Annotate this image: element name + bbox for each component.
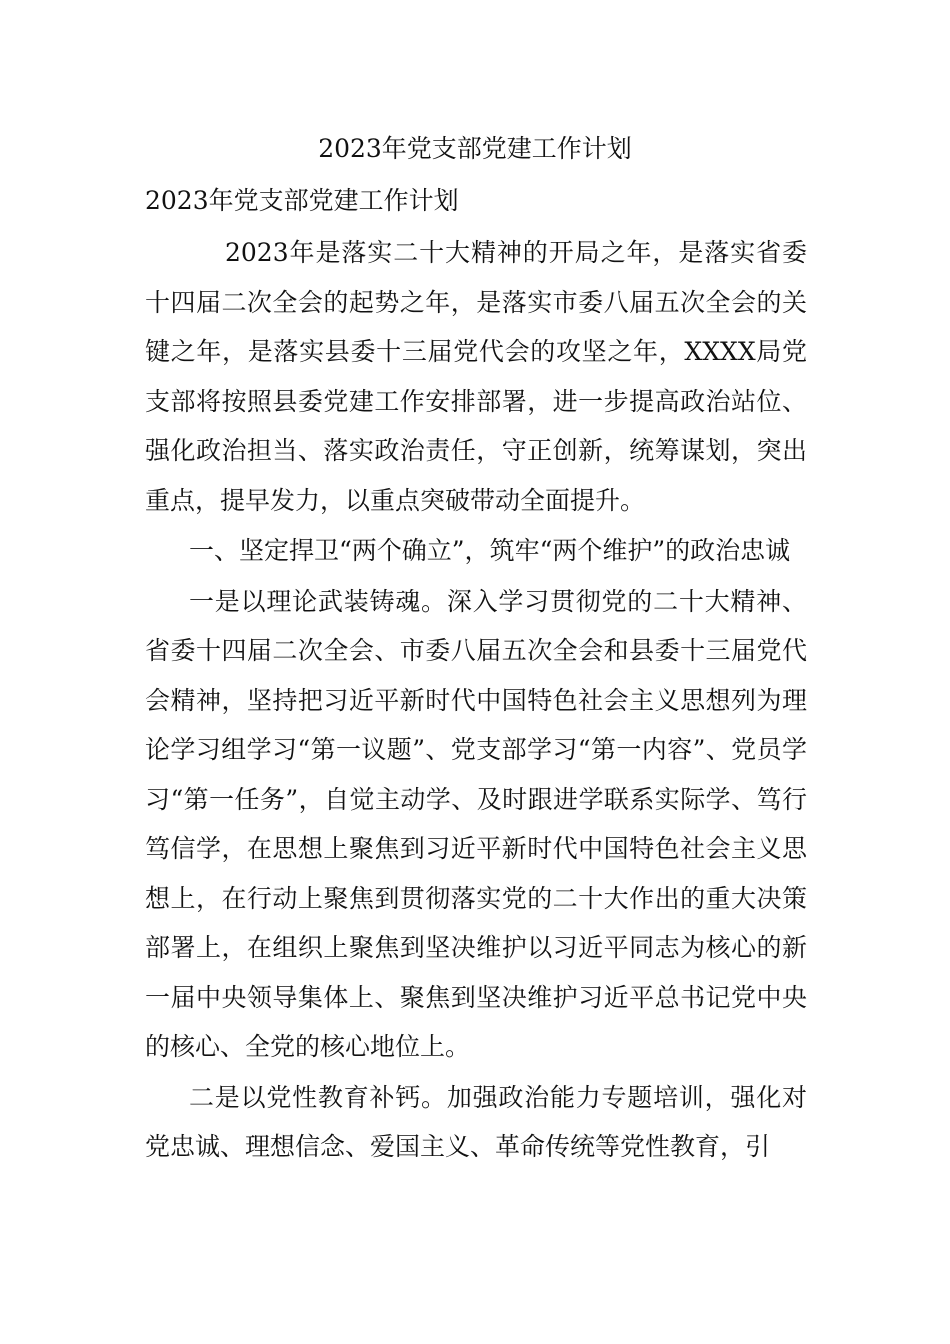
paragraph-point-1: 一是以理论武装铸魂。深入学习贯彻党的二十大精神、省委十四届二次全会、市委八届五次全会和县委十三届党代会精神，坚持把习近平新时代中国特色社会主义思想列为理论学习组学习“第一议题”、党支部学习“第一内容”、党员学习“第一任务”，自觉主动学、及时跟进学联系实际学、笃行笃信学，在思想上聚焦到习近平新时代中国特色社会主义思想上，在行动上聚焦到贯彻落实党的二十大作出的重大决策部署上，在组织上聚焦到坚决维护以习近平同志为核心的新一届中央领导集体上、聚焦到坚决维护习近平总书记党中央的核心、全党的核心地位上。: [145, 586, 807, 1061]
page-title: 2023年党支部党建工作计划: [318, 134, 632, 163]
document-subtitle: 2023年党支部党建工作计划: [145, 186, 459, 215]
intro-paragraph: 2023年是落实二十大精神的开局之年，是落实省委十四届二次全会的起势之年，是落实市委八届五次全会的关键之年，是落实县委十三届党代会的攻坚之年，XXXX局党支部将按照县委党建工作安排部署，进一步提高政治站位、强化政治担当、落实政治责任，守正创新，统筹谋划，突出重点，提早发力，以重点突破带动全面提升。: [145, 238, 807, 515]
document-body: [145, 228, 807, 1173]
section-heading-1: 一、坚定捍卫“两个确立”，筑牢“两个维护”的政治忠诚: [189, 536, 791, 565]
paragraph-point-2: 二是以党性教育补钙。加强政治能力专题培训，强化对党忠诚、理想信念、爱国主义、革命传统等党性教育，引: [145, 1082, 807, 1161]
